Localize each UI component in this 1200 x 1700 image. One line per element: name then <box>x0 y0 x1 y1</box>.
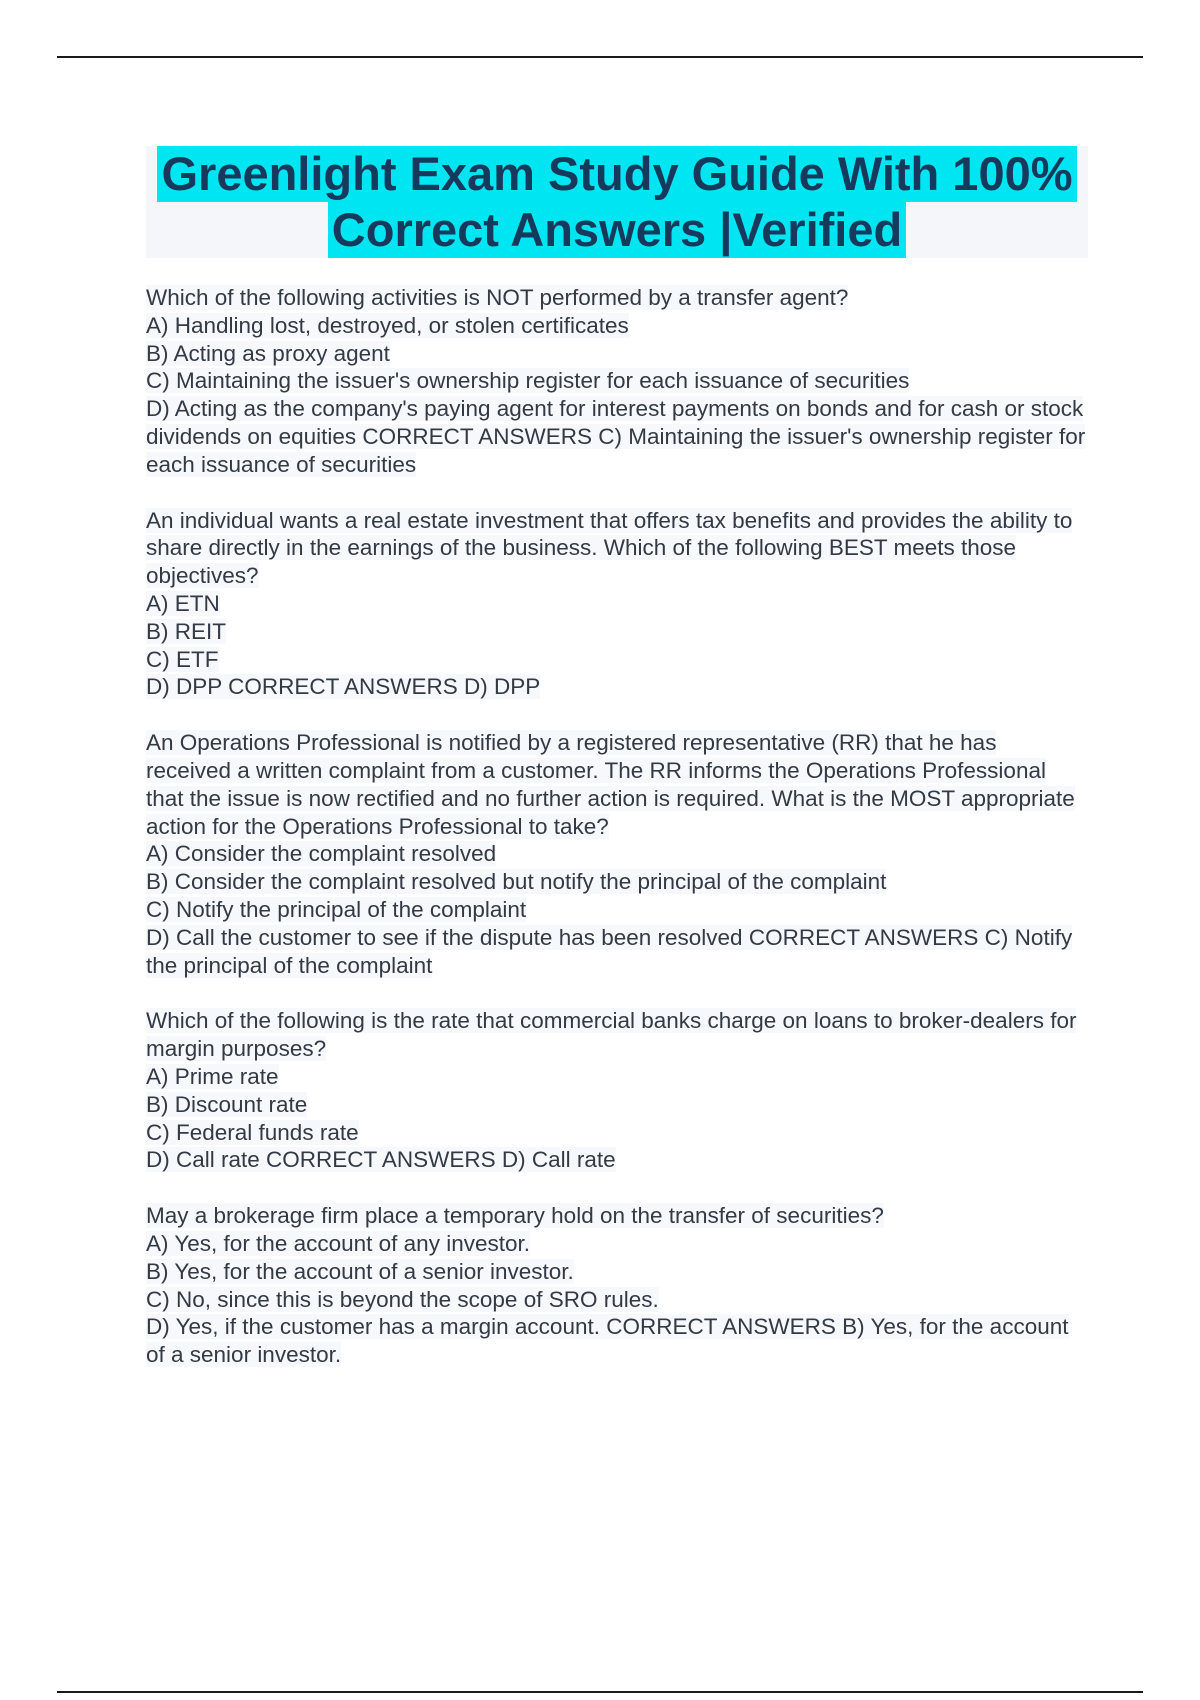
question-text: Which of the following activities is NOT performed by a transfer agent? <box>146 285 849 310</box>
question-text: An Operations Professional is notified by a registered representative (RR) that he has received a written complaint from a customer. The RR informs the Operations Professional that the issue is now rectified and no further action is required. What is the MOST appropriate action for the Operations Professional to take? <box>146 730 1075 839</box>
title-line-2: Correct Answers |Verified <box>328 202 906 258</box>
answer-option: A) ETN <box>146 590 220 616</box>
question-text: An individual wants a real estate investment that offers tax benefits and provides the ability to share directly in the earnings of the business. Which of the following BEST meets those objectives? <box>146 507 1073 589</box>
question-block-3 <box>146 729 1086 979</box>
answer-option: B) REIT <box>146 618 227 644</box>
answer-option: C) Notify the principal of the complaint <box>146 896 527 922</box>
answer-option: B) Yes, for the account of a senior investor. <box>146 1258 574 1284</box>
bottom-rule <box>57 1691 1143 1693</box>
answer-option: A) Handling lost, destroyed, or stolen certificates <box>146 312 629 338</box>
answer-option-with-correct-answer: D) Yes, if the customer has a margin account. CORRECT ANSWERS B) Yes, for the account of a senior investor. <box>146 1314 1069 1368</box>
question-block-5 <box>146 1202 1086 1369</box>
document-title <box>146 146 1088 258</box>
answer-option: C) No, since this is beyond the scope of SRO rules. <box>146 1286 659 1312</box>
answer-option-with-correct-answer: D) DPP CORRECT ANSWERS D) DPP <box>146 674 541 700</box>
title-line-1: Greenlight Exam Study Guide With 100% <box>157 146 1076 202</box>
question-block-1 <box>146 284 1086 479</box>
answer-option: C) ETF <box>146 646 219 672</box>
answer-option: A) Consider the complaint resolved <box>146 841 497 867</box>
question-block-4 <box>146 1007 1086 1174</box>
question-list <box>146 284 1086 1397</box>
answer-option: A) Yes, for the account of any investor. <box>146 1230 530 1256</box>
answer-option-with-correct-answer: D) Call rate CORRECT ANSWERS D) Call rate <box>146 1147 616 1173</box>
answer-option: B) Acting as proxy agent <box>146 340 390 366</box>
answer-option: C) Federal funds rate <box>146 1119 359 1145</box>
question-block-2 <box>146 507 1086 702</box>
question-text: May a brokerage firm place a temporary hold on the transfer of securities? <box>146 1203 884 1229</box>
answer-option: A) Prime rate <box>146 1063 279 1089</box>
answer-option: B) Consider the complaint resolved but notify the principal of the complaint <box>146 869 887 895</box>
question-text: Which of the following is the rate that commercial banks charge on loans to broker-dealers for margin purposes? <box>146 1008 1077 1062</box>
answer-option: B) Discount rate <box>146 1091 308 1117</box>
answer-option: C) Maintaining the issuer's ownership register for each issuance of securities <box>146 368 910 394</box>
answer-option-with-correct-answer: D) Acting as the company's paying agent for interest payments on bonds and for cash or stock dividends on equities CORRECT ANSWERS C) Maintaining the issuer's ownership register for each issuance of securities <box>146 396 1086 477</box>
answer-option-with-correct-answer: D) Call the customer to see if the dispute has been resolved CORRECT ANSWERS C) Notify the principal of the complaint <box>146 924 1073 978</box>
top-rule <box>57 56 1143 58</box>
